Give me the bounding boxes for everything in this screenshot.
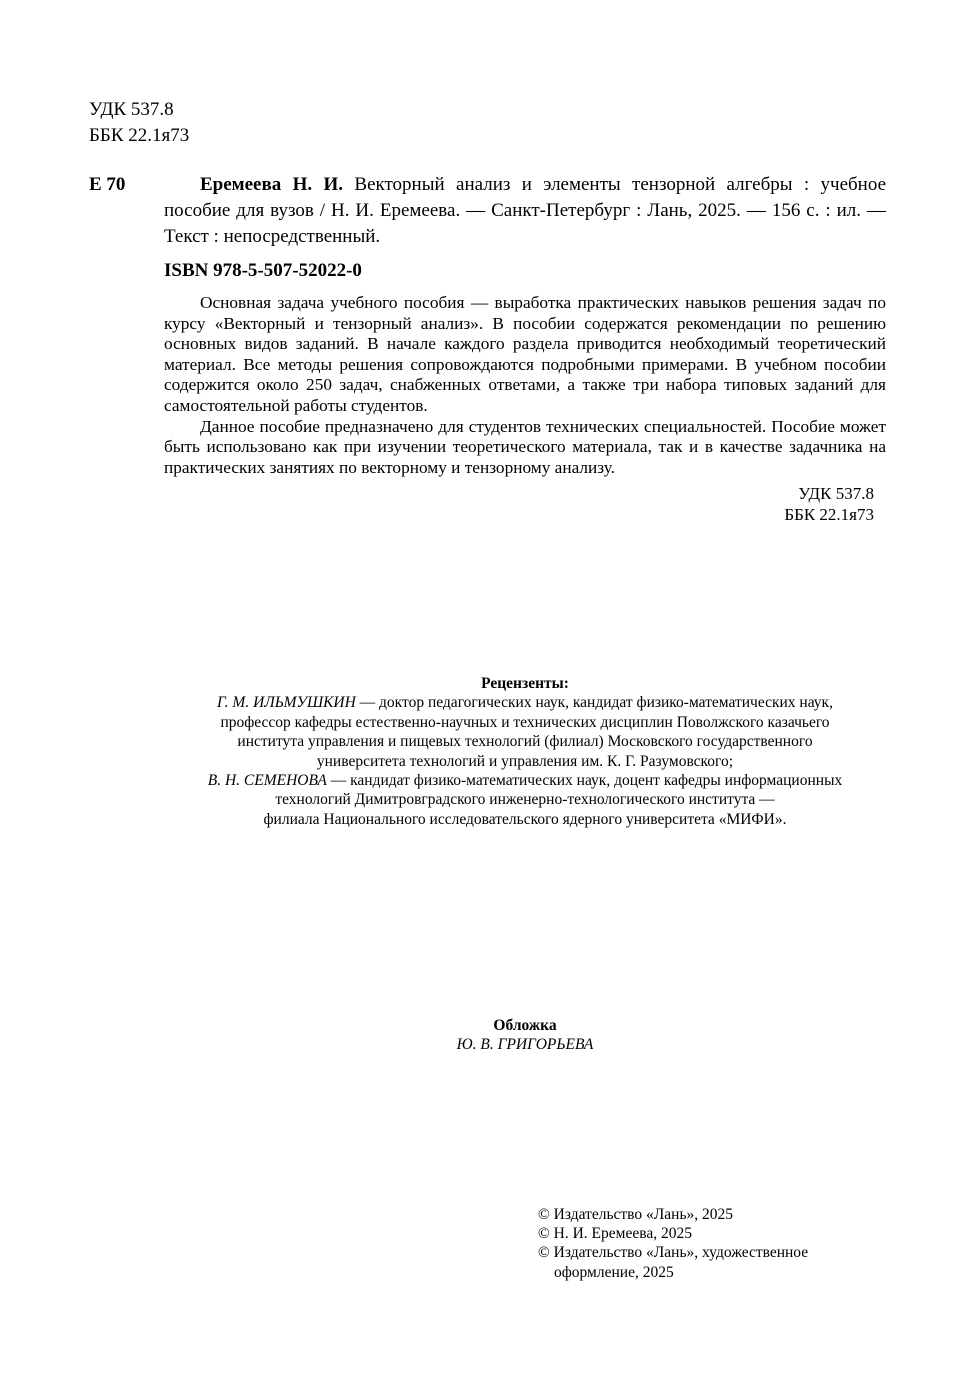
bbk-code: ББК 22.1я73 <box>89 125 190 146</box>
udk-code: УДК 537.8 <box>89 99 174 120</box>
copyright-block <box>538 1205 808 1282</box>
annotation <box>164 293 886 478</box>
udk-code: УДК 537.8 <box>798 484 874 503</box>
reviewer-credentials: — доктор педагогических наук, кандидат физико-математических наук, <box>355 694 833 712</box>
reviewer-credentials: — кандидат физико-математических наук, доцент кафедры информационных <box>326 772 843 790</box>
reviewers-title: Рецензенты: <box>481 675 569 692</box>
cover-designer: Ю. В. ГРИГОРЬЕВА <box>456 1036 594 1054</box>
reviewer-line: университета технологий и управления им. К. Г. Разумовского; <box>316 752 734 770</box>
reviewer-line: технологий Димитровградского инженерно-технологического института — <box>275 791 775 809</box>
reviewer-line <box>120 771 930 790</box>
isbn: ISBN 978-5-507-52022-0 <box>164 260 362 281</box>
copyright-line: © Н. И. Еремеева, 2025 <box>538 1225 692 1243</box>
annotation-paragraph: Основная задача учебного пособия — выработка практических навыков решения задач по курсу «Векторный и тензорный анализ». В пособии содержатся рекомендации по решению основных видов заданий. В начале каждого раздела приводится необходимый теоретический материал. Все методы решения сопровождаются подробными примерами. В учебном пособии содержится около 250 задач, снабженных ответами, а также три набора типовых заданий для самостоятельной работы студентов. <box>164 293 886 415</box>
cover-title: Обложка <box>493 1017 557 1034</box>
udk-block-top <box>89 97 189 149</box>
copyright-line: © Издательство «Лань», художественное <box>538 1244 809 1262</box>
cover-credit <box>345 1016 705 1055</box>
reviewer-name: Г. М. ИЛЬМУШКИН <box>217 694 356 712</box>
copyright-line: © Издательство «Лань», 2025 <box>538 1206 734 1223</box>
udk-block-bottom <box>600 484 874 525</box>
author-sign: Е 70 <box>89 174 126 195</box>
entry-description: Векторный анализ и элементы тензорной алгебры : учебное пособие для вузов / Н. И. Еремеева. — Санкт-Петербург : Лань, 2025. — 156 с. : ил. — Текст : непосредственный. <box>164 174 887 247</box>
reviewer-line: института управления и пищевых технологий (филиал) Московского государственного <box>237 733 813 751</box>
reviewers-block <box>120 674 930 829</box>
reviewer-name: В. Н. СЕМЕНОВА <box>207 772 327 790</box>
reviewer-line <box>120 693 930 712</box>
entry-author: Еремеева Н. И. <box>200 174 344 195</box>
annotation-paragraph: Данное пособие предназначено для студентов технических специальностей. Пособие может быть использовано как при изучении теоретического материала, так и в качестве задачника на практических занятиях по векторному и тензорному анализу. <box>164 416 886 477</box>
copyright-line: оформление, 2025 <box>554 1263 674 1281</box>
bbk-code: ББК 22.1я73 <box>784 504 874 524</box>
reviewer-line: профессор кафедры естественно-научных и технических дисциплин Поволжского казачьего <box>220 713 830 731</box>
bibliographic-entry <box>164 172 886 250</box>
reviewer-line: филиала Национального исследовательского ядерного университета «МИФИ». <box>263 810 787 828</box>
